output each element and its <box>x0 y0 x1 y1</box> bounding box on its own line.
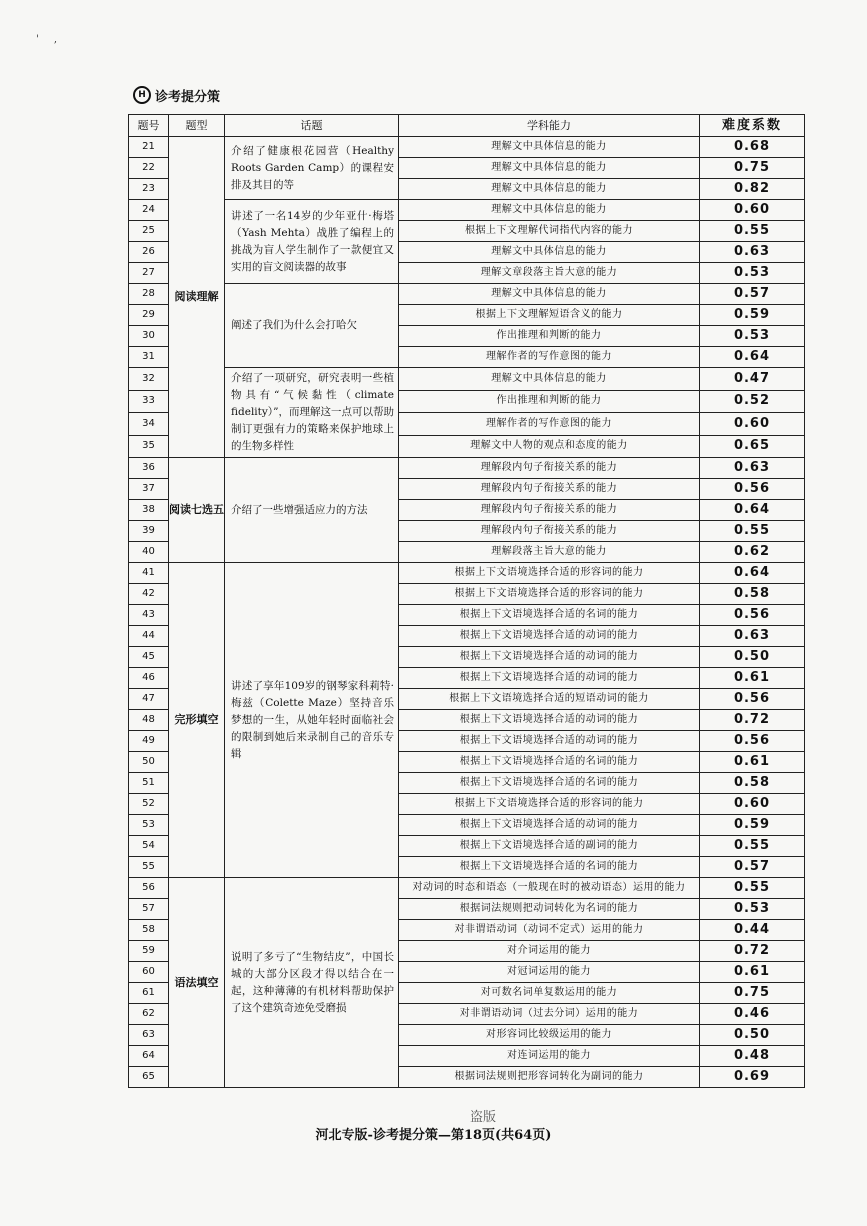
ability-description: 对形容词比较级运用的能力 <box>399 1025 700 1046</box>
ability-description: 对冠词运用的能力 <box>399 962 700 983</box>
question-number: 30 <box>129 326 169 347</box>
ability-description: 根据上下文语境选择合适的动词的能力 <box>399 710 700 731</box>
question-number: 51 <box>129 773 169 794</box>
difficulty-value: 0.61 <box>700 752 805 773</box>
difficulty-value: 0.55 <box>700 836 805 857</box>
difficulty-value: 0.59 <box>700 815 805 836</box>
question-number: 36 <box>129 458 169 479</box>
difficulty-value: 0.65 <box>700 435 805 458</box>
ability-description: 理解文中具体信息的能力 <box>399 242 700 263</box>
scan-specks: ' , <box>36 34 64 45</box>
ability-description: 根据上下文语境选择合适的名词的能力 <box>399 857 700 878</box>
ability-description: 根据上下文理解短语含义的能力 <box>399 305 700 326</box>
question-number: 29 <box>129 305 169 326</box>
question-number: 59 <box>129 941 169 962</box>
difficulty-value: 0.63 <box>700 626 805 647</box>
topic-description: 讲述了享年109岁的钢琴家科莉特·梅兹（Colette Maze）坚持音乐梦想的一生，从她年轻时面临社会的限制到她后来录制自己的音乐专辑 <box>225 563 399 878</box>
ability-description: 理解段内句子衔接关系的能力 <box>399 500 700 521</box>
difficulty-value: 0.60 <box>700 200 805 221</box>
watermark: 盗版 <box>470 1110 497 1125</box>
ability-description: 对动词的时态和语态（一般现在时的被动语态）运用的能力 <box>399 878 700 899</box>
question-number: 43 <box>129 605 169 626</box>
difficulty-value: 0.60 <box>700 413 805 436</box>
difficulty-value: 0.75 <box>700 158 805 179</box>
difficulty-table <box>128 114 805 1088</box>
difficulty-value: 0.57 <box>700 857 805 878</box>
difficulty-value: 0.61 <box>700 668 805 689</box>
difficulty-value: 0.50 <box>700 1025 805 1046</box>
question-number: 28 <box>129 284 169 305</box>
question-number: 27 <box>129 263 169 284</box>
table-row <box>129 284 805 305</box>
difficulty-value: 0.46 <box>700 1004 805 1025</box>
difficulty-value: 0.60 <box>700 794 805 815</box>
table-row <box>129 368 805 391</box>
question-number: 39 <box>129 521 169 542</box>
difficulty-value: 0.72 <box>700 941 805 962</box>
difficulty-value: 0.59 <box>700 305 805 326</box>
difficulty-value: 0.47 <box>700 368 805 391</box>
table-header-row <box>129 115 805 137</box>
difficulty-value: 0.56 <box>700 689 805 710</box>
topic-description: 讲述了一名14岁的少年亚什·梅塔（Yash Mehta）战胜了编程上的挑战为盲人学生制作了一款便宜又实用的盲文阅读器的故事 <box>225 200 399 284</box>
ability-description: 理解文中具体信息的能力 <box>399 284 700 305</box>
difficulty-value: 0.55 <box>700 521 805 542</box>
difficulty-value: 0.53 <box>700 326 805 347</box>
difficulty-value: 0.50 <box>700 647 805 668</box>
ability-description: 根据上下文语境选择合适的形容词的能力 <box>399 794 700 815</box>
header-topic: 话题 <box>225 115 399 137</box>
difficulty-value: 0.57 <box>700 284 805 305</box>
ability-description: 理解文中具体信息的能力 <box>399 179 700 200</box>
ability-description: 理解作者的写作意图的能力 <box>399 413 700 436</box>
ability-description: 理解段落主旨大意的能力 <box>399 542 700 563</box>
difficulty-value: 0.58 <box>700 773 805 794</box>
difficulty-value: 0.55 <box>700 878 805 899</box>
page-footer: 河北专版-诊考提分策—第18页(共64页) <box>315 1128 552 1143</box>
topic-description: 介绍了一些增强适应力的方法 <box>225 458 399 563</box>
question-number: 32 <box>129 368 169 391</box>
question-number: 22 <box>129 158 169 179</box>
topic-description: 介绍了一项研究，研究表明一些植物具有“气候黏性（climate fidelity）”，而理解这一点可以帮助制订更强有力的策略来保护地球上的生物多样性 <box>225 368 399 458</box>
ability-description: 根据上下文语境选择合适的名词的能力 <box>399 773 700 794</box>
header-difficulty: 难度系数 <box>700 115 805 137</box>
difficulty-value: 0.68 <box>700 137 805 158</box>
question-number: 63 <box>129 1025 169 1046</box>
question-number: 62 <box>129 1004 169 1025</box>
question-number: 50 <box>129 752 169 773</box>
ability-description: 理解文中具体信息的能力 <box>399 200 700 221</box>
ability-description: 对可数名词单复数运用的能力 <box>399 983 700 1004</box>
question-type: 语法填空 <box>169 878 225 1088</box>
difficulty-value: 0.53 <box>700 263 805 284</box>
ability-description: 理解文中具体信息的能力 <box>399 158 700 179</box>
difficulty-value: 0.69 <box>700 1067 805 1088</box>
question-number: 23 <box>129 179 169 200</box>
ability-description: 理解段内句子衔接关系的能力 <box>399 458 700 479</box>
question-number: 48 <box>129 710 169 731</box>
ability-description: 根据上下文语境选择合适的动词的能力 <box>399 815 700 836</box>
difficulty-value: 0.64 <box>700 500 805 521</box>
ability-description: 根据上下文语境选择合适的形容词的能力 <box>399 563 700 584</box>
question-number: 25 <box>129 221 169 242</box>
difficulty-value: 0.52 <box>700 390 805 413</box>
question-number: 61 <box>129 983 169 1004</box>
question-number: 54 <box>129 836 169 857</box>
topic-description: 阐述了我们为什么会打哈欠 <box>225 284 399 368</box>
table-row <box>129 878 805 899</box>
question-number: 38 <box>129 500 169 521</box>
difficulty-value: 0.58 <box>700 584 805 605</box>
question-number: 37 <box>129 479 169 500</box>
difficulty-value: 0.64 <box>700 563 805 584</box>
ability-description: 根据词法规则把形容词转化为副词的能力 <box>399 1067 700 1088</box>
question-number: 47 <box>129 689 169 710</box>
ability-description: 理解文中人物的观点和态度的能力 <box>399 435 700 458</box>
question-number: 35 <box>129 435 169 458</box>
ability-description: 根据上下文理解代词指代内容的能力 <box>399 221 700 242</box>
question-number: 33 <box>129 390 169 413</box>
ability-description: 根据上下文语境选择合适的动词的能力 <box>399 647 700 668</box>
ability-description: 理解作者的写作意图的能力 <box>399 347 700 368</box>
question-number: 45 <box>129 647 169 668</box>
question-number: 60 <box>129 962 169 983</box>
difficulty-value: 0.44 <box>700 920 805 941</box>
ability-description: 根据上下文语境选择合适的动词的能力 <box>399 668 700 689</box>
difficulty-value: 0.56 <box>700 731 805 752</box>
difficulty-value: 0.48 <box>700 1046 805 1067</box>
difficulty-value: 0.75 <box>700 983 805 1004</box>
question-number: 53 <box>129 815 169 836</box>
difficulty-value: 0.55 <box>700 221 805 242</box>
table-row <box>129 200 805 221</box>
question-number: 44 <box>129 626 169 647</box>
ability-description: 理解段内句子衔接关系的能力 <box>399 479 700 500</box>
table-row <box>129 563 805 584</box>
ability-description: 理解文中具体信息的能力 <box>399 137 700 158</box>
difficulty-value: 0.82 <box>700 179 805 200</box>
difficulty-value: 0.63 <box>700 242 805 263</box>
question-number: 49 <box>129 731 169 752</box>
ability-description: 理解文中具体信息的能力 <box>399 368 700 391</box>
ability-description: 对连词运用的能力 <box>399 1046 700 1067</box>
ability-description: 根据上下文语境选择合适的名词的能力 <box>399 605 700 626</box>
difficulty-value: 0.61 <box>700 962 805 983</box>
question-type: 完形填空 <box>169 563 225 878</box>
ability-description: 根据词法规则把动词转化为名词的能力 <box>399 899 700 920</box>
ability-description: 理解段内句子衔接关系的能力 <box>399 521 700 542</box>
question-number: 56 <box>129 878 169 899</box>
question-number: 58 <box>129 920 169 941</box>
question-number: 26 <box>129 242 169 263</box>
table-body <box>129 137 805 1088</box>
question-number: 65 <box>129 1067 169 1088</box>
table-row <box>129 458 805 479</box>
ability-description: 根据上下文语境选择合适的名词的能力 <box>399 752 700 773</box>
ability-description: 理解文章段落主旨大意的能力 <box>399 263 700 284</box>
question-type: 阅读理解 <box>169 137 225 458</box>
difficulty-value: 0.56 <box>700 479 805 500</box>
topic-description: 说明了多亏了“生物结皮”，中国长城的大部分区段才得以结合在一起，这种薄薄的有机材料帮助保护了这个建筑奇迹免受磨损 <box>225 878 399 1088</box>
ability-description: 作出推理和判断的能力 <box>399 390 700 413</box>
question-type: 阅读七选五 <box>169 458 225 563</box>
question-number: 21 <box>129 137 169 158</box>
header-type: 题型 <box>169 115 225 137</box>
question-number: 46 <box>129 668 169 689</box>
difficulty-value: 0.53 <box>700 899 805 920</box>
question-number: 40 <box>129 542 169 563</box>
table-row <box>129 137 805 158</box>
difficulty-value: 0.63 <box>700 458 805 479</box>
question-number: 31 <box>129 347 169 368</box>
question-number: 64 <box>129 1046 169 1067</box>
header-ability: 学科能力 <box>399 115 700 137</box>
question-number: 55 <box>129 857 169 878</box>
brand-title: 诊考提分策 <box>155 89 221 105</box>
ability-description: 根据上下文语境选择合适的短语动词的能力 <box>399 689 700 710</box>
difficulty-value: 0.56 <box>700 605 805 626</box>
ability-description: 作出推理和判断的能力 <box>399 326 700 347</box>
page-header <box>133 84 220 106</box>
question-number: 57 <box>129 899 169 920</box>
ability-description: 根据上下文语境选择合适的副词的能力 <box>399 836 700 857</box>
brand-logo-icon: H <box>133 86 151 104</box>
question-number: 42 <box>129 584 169 605</box>
difficulty-value: 0.62 <box>700 542 805 563</box>
ability-description: 根据上下文语境选择合适的动词的能力 <box>399 731 700 752</box>
difficulty-value: 0.64 <box>700 347 805 368</box>
topic-description: 介绍了健康根花园营（Healthy Roots Garden Camp）的课程安排及其目的等 <box>225 137 399 200</box>
question-number: 34 <box>129 413 169 436</box>
difficulty-value: 0.72 <box>700 710 805 731</box>
ability-description: 根据上下文语境选择合适的动词的能力 <box>399 626 700 647</box>
ability-description: 根据上下文语境选择合适的形容词的能力 <box>399 584 700 605</box>
header-num: 题号 <box>129 115 169 137</box>
question-number: 24 <box>129 200 169 221</box>
ability-description: 对非谓语动词（过去分词）运用的能力 <box>399 1004 700 1025</box>
ability-description: 对介词运用的能力 <box>399 941 700 962</box>
ability-description: 对非谓语动词（动词不定式）运用的能力 <box>399 920 700 941</box>
question-number: 52 <box>129 794 169 815</box>
question-number: 41 <box>129 563 169 584</box>
